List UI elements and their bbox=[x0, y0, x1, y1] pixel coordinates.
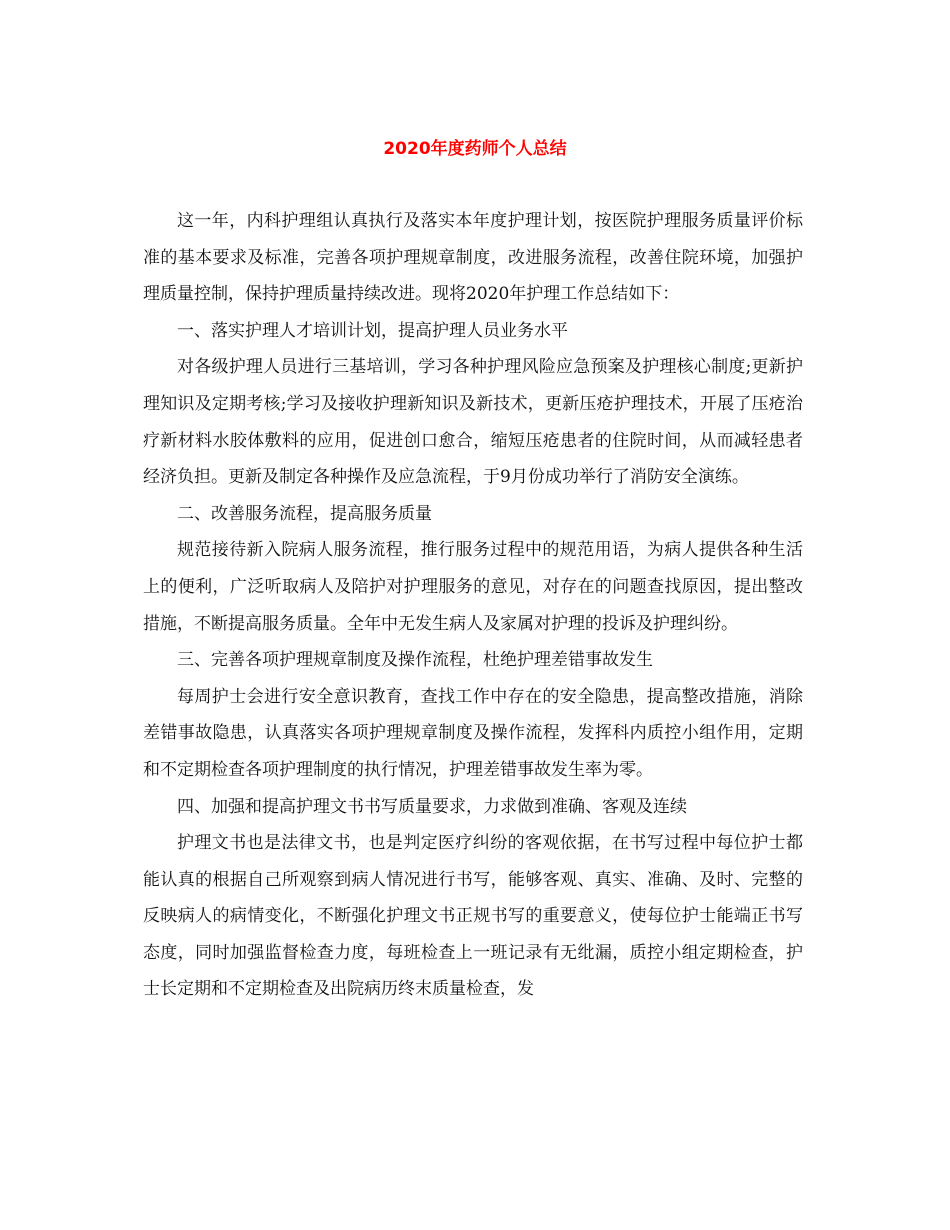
section-heading-2: 二、改善服务流程，提高服务质量 bbox=[177, 503, 432, 524]
paragraph-documentation: 护理文书也是法律文书，也是判定医疗纠纷的客观依据，在书写过程中每位护士都能认真的根据自己所观察到病人情况进行书写，能够客观、真实、准确、及时、完整的反映病人的病情变化，不断强化护理文书正规书写的重要意义，使每位护士能端正书写态度，同时加强监督检查力度，每班检查上一班记录有无纰漏，质控小组定期检查，护士长定期和不定期检查及出院病历终末质量检查，发 bbox=[143, 833, 803, 1000]
document-title: 2020年度药师个人总结 bbox=[383, 139, 567, 159]
paragraph-safety: 每周护士会进行安全意识教育，查找工作中存在的安全隐患，提高整改措施，消除差错事故隐患，认真落实各项护理规章制度及操作流程，发挥科内质控小组作用，定期和不定期检查各项护理制度的执行情况，护理差错事故发生率为零。 bbox=[143, 686, 803, 780]
paragraph-service: 规范接待新入院病人服务流程，推行服务过程中的规范用语，为病人提供各种生活上的便利，广泛听取病人及陪护对护理服务的意见，对存在的问题查找原因，提出整改措施，不断提高服务质量。全年中无发生病人及家属对护理的投诉及护理纠纷。 bbox=[143, 540, 803, 634]
paragraph-intro: 这一年，内科护理组认真执行及落实本年度护理计划，按医院护理服务质量评价标准的基本要求及标准，完善各项护理规章制度，改进服务流程，改善住院环境，加强护理质量控制，保持护理质量持续改进。现将2020年护理工作总结如下： bbox=[143, 211, 803, 305]
section-heading-4: 四、加强和提高护理文书书写质量要求，力求做到准确、客观及连续 bbox=[177, 796, 687, 817]
section-heading-3: 三、完善各项护理规章制度及操作流程，杜绝护理差错事故发生 bbox=[177, 650, 653, 671]
section-heading-1: 一、落实护理人才培训计划，提高护理人员业务水平 bbox=[177, 320, 568, 341]
paragraph-training: 对各级护理人员进行三基培训，学习各种护理风险应急预案及护理核心制度;更新护理知识及定期考核;学习及接收护理新知识及新技术，更新压疮护理技术，开展了压疮治疗新材料水胶体敷料的应用，促进创口愈合，缩短压疮患者的住院时间，从而减轻患者经济负担。更新及制定各种操作及应急流程，于9月份成功举行了消防安全演练。 bbox=[143, 357, 803, 488]
document-body bbox=[143, 203, 803, 1008]
